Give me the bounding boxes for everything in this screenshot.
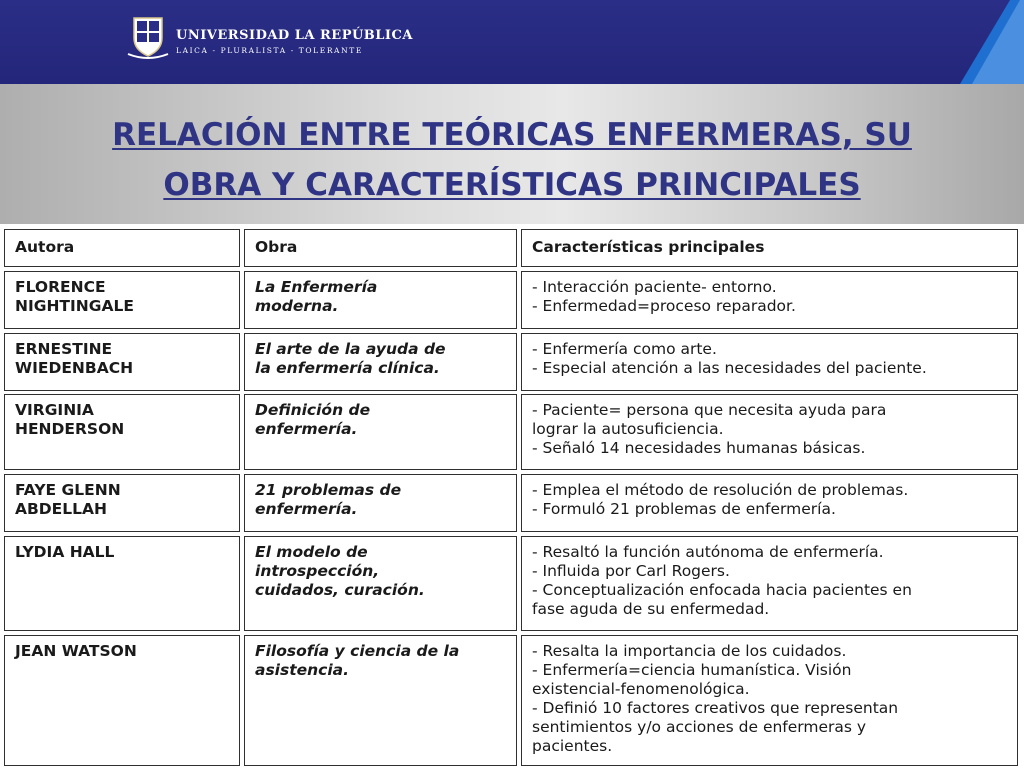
table-row-2-author-cell (4, 333, 240, 391)
table-row-5-features-cell (521, 536, 1018, 631)
feature-line: pacientes. (532, 737, 613, 755)
header-stripe-light (972, 0, 1024, 84)
table-row-1-author: FLORENCE NIGHTINGALE (15, 278, 134, 315)
feature-line: - Señaló 14 necesidades humanas básicas. (532, 439, 866, 457)
table-row-6-features (532, 642, 1011, 756)
table-row-6-features-cell (521, 635, 1018, 766)
feature-line: - Formuló 21 problemas de enfermería. (532, 500, 836, 518)
table-row-2-work-cell (244, 333, 517, 391)
table-row-6-work: Filosofía y ciencia de la asistencia. (255, 642, 460, 679)
table-row-2-features (532, 340, 1011, 378)
feature-line: - Emplea el método de resolución de problemas. (532, 481, 909, 499)
table-row-5-features (532, 543, 1011, 619)
table-row-4-features-cell (521, 474, 1018, 532)
table-row-1-work-cell (244, 271, 517, 329)
university-brand (176, 28, 413, 55)
feature-line: existencial-fenomenológica. (532, 680, 750, 698)
table-row-2-author: ERNESTINE WIEDENBACH (15, 340, 134, 377)
table-row-6-work-cell (244, 635, 517, 766)
feature-line: - Resaltó la función autónoma de enfermería. (532, 543, 884, 561)
feature-line: - Enfermería=ciencia humanística. Visión (532, 661, 852, 679)
table-row-6-author-cell (4, 635, 240, 766)
table-row-3-author-cell (4, 394, 240, 470)
feature-line: - Especial atención a las necesidades del paciente. (532, 359, 927, 377)
university-name: UNIVERSIDAD LA REPÚBLICA (176, 28, 413, 43)
table-row-5-work-cell (244, 536, 517, 631)
feature-line: - Interacción paciente- entorno. (532, 278, 777, 296)
feature-line: - Resalta la importancia de los cuidados. (532, 642, 847, 660)
table-row-4-author-cell (4, 474, 240, 532)
table-row-6-author: JEAN WATSON (15, 642, 137, 660)
table-row-2-features-cell (521, 333, 1018, 391)
theorists-table (4, 227, 1020, 768)
table-row-5-work: El modelo de introspección, cuidados, curación. (255, 543, 425, 599)
feature-line: - Influida por Carl Rogers. (532, 562, 730, 580)
table-row-3-features (532, 401, 1011, 458)
feature-line: - Enfermería como arte. (532, 340, 717, 358)
page-title-line-1: RELACIÓN ENTRE TEÓRICAS ENFERMERAS, SU (112, 117, 912, 153)
feature-line: sentimientos y/o acciones de enfermeras y (532, 718, 867, 736)
table-row-1-author-cell (4, 271, 240, 329)
column-header-features-cell (521, 229, 1018, 267)
page-title-line-2: OBRA Y CARACTERÍSTICAS PRINCIPALES (163, 167, 861, 203)
feature-line: - Conceptualización enfocada hacia pacientes en (532, 581, 912, 599)
table-row-2-work: El arte de la ayuda de la enfermería clínica. (255, 340, 446, 377)
table-row-3-features-cell (521, 394, 1018, 470)
table-row-4-author: FAYE GLENN ABDELLAH (15, 481, 121, 518)
table-row-1-features-cell (521, 271, 1018, 329)
column-header-features: Características principales (532, 238, 765, 256)
page-title (0, 110, 1024, 210)
feature-line: - Paciente= persona que necesita ayuda para (532, 401, 887, 419)
table-row-1-work: La Enfermería moderna. (255, 278, 378, 315)
table-row-1-features (532, 278, 1011, 316)
table-row-4-work: 21 problemas de enfermería. (255, 481, 402, 518)
column-header-work: Obra (255, 238, 298, 256)
feature-line: - Enfermedad=proceso reparador. (532, 297, 796, 315)
table-row-4-features (532, 481, 1011, 519)
column-header-author: Autora (15, 238, 75, 256)
column-header-author-cell (4, 229, 240, 267)
table-row-3-work-cell (244, 394, 517, 470)
feature-line: fase aguda de su enfermedad. (532, 600, 770, 618)
feature-line: lograr la autosuficiencia. (532, 420, 724, 438)
university-crest-icon (126, 14, 170, 60)
table-row-3-work: Definición de enfermería. (255, 401, 371, 438)
university-tagline: LAICA - PLURALISTA - TOLERANTE (176, 46, 363, 55)
table-row-4-work-cell (244, 474, 517, 532)
column-header-work-cell (244, 229, 517, 267)
table-row-5-author: LYDIA HALL (15, 543, 115, 561)
feature-line: - Definió 10 factores creativos que representan (532, 699, 899, 717)
table-row-5-author-cell (4, 536, 240, 631)
table-row-3-author: VIRGINIA HENDERSON (15, 401, 125, 438)
